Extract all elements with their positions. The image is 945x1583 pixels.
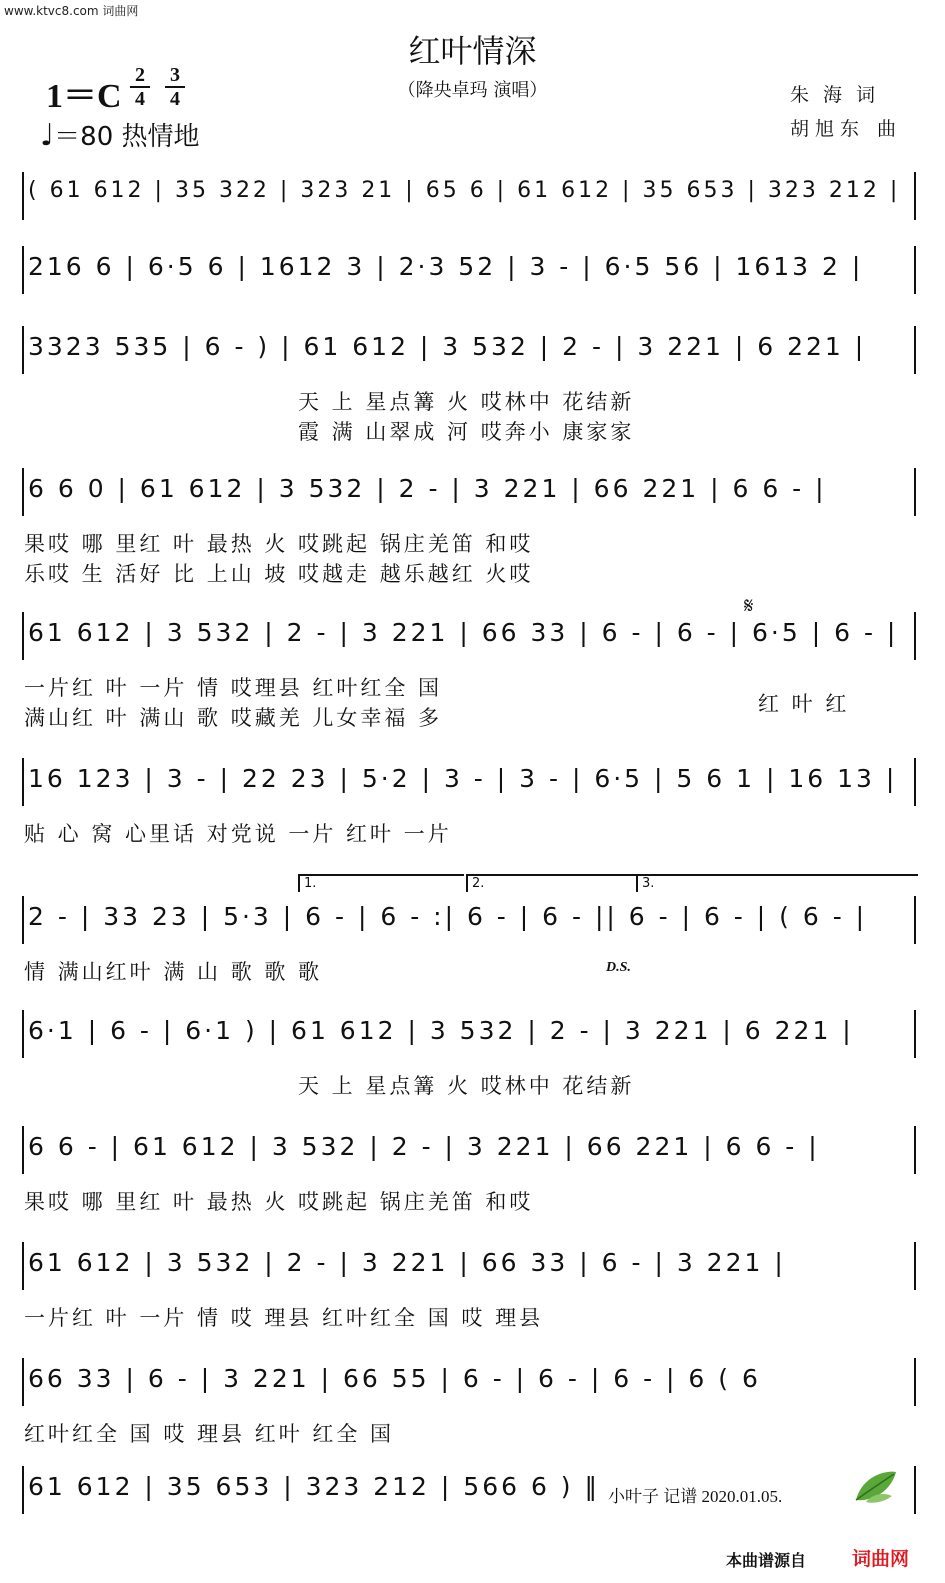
volta-first: 1. [298, 874, 464, 892]
lyric-verse-2: 乐哎 生 活好 比 上山 坡 哎越走 越乐越红 火哎 [24, 562, 534, 586]
lyric-refrain-entry: 红 叶 红 [758, 692, 850, 716]
row-start-barline [22, 326, 24, 374]
notation-line: 16 123 | 3 - | 22 23 | 5·2 | 3 - | 3 - | 6·5 | 5 6 1 | 16 13 | [28, 764, 898, 793]
time-b-denominator: 4 [170, 88, 180, 110]
row-start-barline [22, 896, 24, 944]
lyric-verse-1: 红叶红全 国 哎 理县 红叶 红全 国 [24, 1422, 395, 1446]
row-end-barline [914, 1466, 916, 1514]
row-end-barline [914, 172, 916, 220]
notation-line: 61 612 | 3 532 | 2 - | 3 221 | 66 33 | 6 - | 3 221 | [28, 1248, 786, 1277]
lyric-verse-1: 一片红 叶 一片 情 哎 理县 红叶红全 国 哎 理县 [24, 1306, 544, 1330]
lyricist: 朱海词 [790, 84, 890, 106]
volta-third: 3. [636, 874, 918, 892]
song-subtitle: （降央卓玛 演唱） [397, 80, 548, 101]
row-start-barline [22, 1466, 24, 1514]
row-end-barline [914, 1010, 916, 1058]
row-end-barline [914, 468, 916, 516]
expression-mark: 热情地 [121, 122, 200, 152]
row-start-barline [22, 246, 24, 294]
lyric-verse-1: 果哎 哪 里红 叶 最热 火 哎跳起 锅庄羌笛 和哎 [24, 1190, 534, 1214]
row-start-barline [22, 1242, 24, 1290]
lyric-verse-1: 贴 心 窝 心里话 对党说 一片 红叶 一片 [24, 822, 452, 846]
notation-line: ( 61 612 | 35 322 | 323 21 | 65 6 | 61 612 | 35 653 | 323 212 | [28, 178, 901, 203]
lyric-verse-1: 一片红 叶 一片 情 哎理县 红叶红全 国 [24, 676, 443, 700]
segno-icon: 𝄋 [744, 594, 754, 619]
key-signature: 1＝C [46, 78, 122, 115]
notation-line: 216 6 | 6·5 6 | 1612 3 | 2·3 52 | 3 - | 6·5 56 | 1613 2 | [28, 252, 864, 281]
notation-line: 6 6 0 | 61 612 | 3 532 | 2 - | 3 221 | 66 221 | 6 6 - | [28, 474, 827, 503]
footer-brand-logo[interactable]: 词曲网 [852, 1548, 910, 1570]
time-signature-3-4 [165, 64, 185, 110]
dal-segno-mark: D.S. [606, 960, 631, 975]
time-a-numerator: 2 [130, 64, 150, 88]
notation-line: 6·1 | 6 - | 6·1 ) | 61 612 | 3 532 | 2 - | 3 221 | 6 221 | [28, 1016, 854, 1045]
time-a-denominator: 4 [135, 88, 145, 110]
row-start-barline [22, 612, 24, 660]
row-start-barline [22, 1126, 24, 1174]
tempo-marking [40, 116, 200, 153]
row-end-barline [914, 1126, 916, 1174]
notation-line: 66 33 | 6 - | 3 221 | 66 55 | 6 - | 6 - | 6 - | 6 ( 6 [28, 1364, 761, 1393]
notation-line: 6 6 - | 61 612 | 3 532 | 2 - | 3 221 | 66 221 | 6 6 - | [28, 1132, 820, 1161]
tempo-value: ＝80 [54, 122, 114, 152]
row-end-barline [914, 612, 916, 660]
lyric-verse-2: 霞 满 山翠成 河 哎奔小 康家家 [298, 420, 635, 444]
row-end-barline [914, 1358, 916, 1406]
time-b-numerator: 3 [165, 64, 185, 88]
row-end-barline [914, 896, 916, 944]
lyric-verse-1: 天 上 星点篝 火 哎林中 花结新 [298, 1074, 635, 1098]
lyric-verse-1: 情 满山红叶 满 山 歌 歌 歌 [24, 960, 323, 984]
notation-line: 61 612 | 3 532 | 2 - | 3 221 | 66 33 | 6 - | 6 - | 6·5 | 6 - | [28, 618, 899, 647]
volta-second: 2. [466, 874, 636, 892]
row-start-barline [22, 468, 24, 516]
lyric-verse-1: 天 上 星点篝 火 哎林中 花结新 [298, 390, 635, 414]
row-start-barline [22, 1358, 24, 1406]
row-start-barline [22, 758, 24, 806]
row-end-barline [914, 1242, 916, 1290]
time-signature-2-4 [130, 64, 150, 110]
row-start-barline [22, 172, 24, 220]
quarter-note-icon: ♩ [40, 118, 55, 153]
row-end-barline [914, 326, 916, 374]
notation-line: 3323 535 | 6 - ) | 61 612 | 3 532 | 2 - | 3 221 | 6 221 | [28, 332, 867, 361]
notation-line: 2 - | 33 23 | 5·3 | 6 - | 6 - :| 6 - | 6 - || 6 - | 6 - | ( 6 - | [28, 902, 868, 931]
row-start-barline [22, 1010, 24, 1058]
song-title: 红叶情深 [408, 32, 537, 70]
lyric-verse-1: 果哎 哪 里红 叶 最热 火 哎跳起 锅庄羌笛 和哎 [24, 532, 534, 556]
composer: 胡旭东 曲 [790, 118, 903, 140]
notation-line: 61 612 | 35 653 | 323 212 | 566 6 ) ‖ [28, 1472, 600, 1501]
watermark: www.ktvc8.com 词曲网 [4, 4, 139, 18]
row-end-barline [914, 758, 916, 806]
footer-source: 本曲谱源自 [726, 1551, 807, 1570]
leaf-icon [852, 1466, 900, 1510]
transcriber-note: 小叶子 记谱 2020.01.05. [608, 1487, 783, 1506]
row-end-barline [914, 246, 916, 294]
lyric-verse-2: 满山红 叶 满山 歌 哎藏羌 儿女幸福 多 [24, 706, 443, 730]
